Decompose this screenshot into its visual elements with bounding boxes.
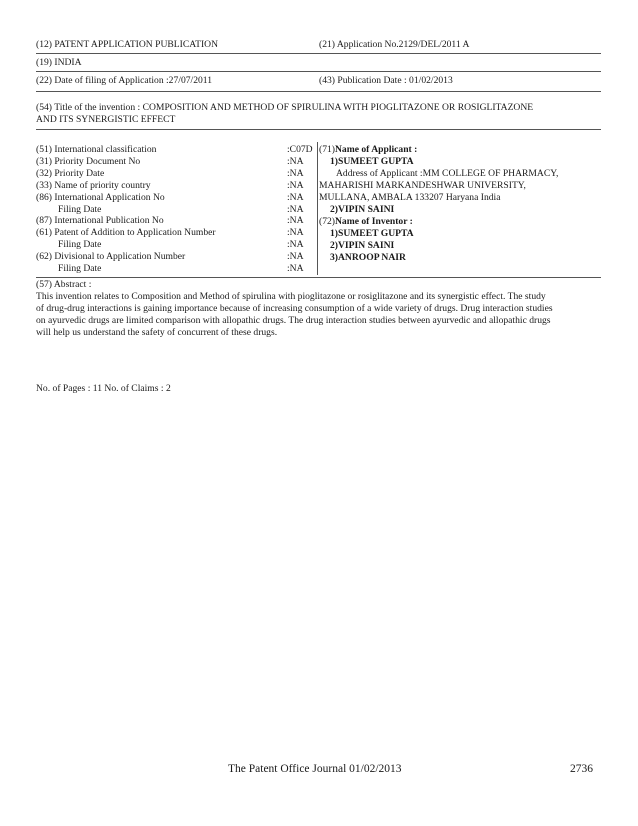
- applicant-name-2: 2)VIPIN SAINI: [330, 204, 395, 215]
- abstract-line: of drug-drug interactions is gaining importance because of increasing consumption of a wide variety of drugs. Drug interaction studies: [36, 303, 553, 314]
- field-label: (61) Patent of Addition to Application Number: [36, 227, 216, 239]
- divider: [36, 71, 601, 72]
- field-value: :NA: [287, 155, 304, 167]
- field-label: (32) Priority Date: [36, 167, 105, 179]
- inventor-name: 1)SUMEET GUPTA: [330, 228, 414, 239]
- field-value: :NA: [287, 167, 304, 179]
- divider: [36, 53, 601, 54]
- applicant-name-1: 1)SUMEET GUPTA: [330, 156, 414, 167]
- application-number: (21) Application No.2129/DEL/2011 A: [319, 39, 470, 50]
- field-label: (51) International classification: [36, 144, 157, 155]
- column-divider: [317, 142, 318, 275]
- applicant-heading: (71)Name of Applicant :: [319, 144, 418, 155]
- abstract-line: on ayurvedic drugs are limited comparison with allopathic drugs. The drug interaction studies between ayurvedic and allopathic drugs: [36, 315, 551, 326]
- inventor-name: 2)VIPIN SAINI: [330, 240, 395, 251]
- field-label: (87) International Publication No: [36, 215, 164, 227]
- field-label: Filing Date: [58, 239, 102, 251]
- publication-type: (12) PATENT APPLICATION PUBLICATION: [36, 39, 219, 50]
- field-value: :NA: [287, 191, 304, 203]
- abstract-line: This invention relates to Composition and Method of spirulina with pioglitazone or rosiglitazone and its synergistic effect. The study: [36, 291, 546, 302]
- field-value: :NA: [287, 239, 304, 251]
- inventor-heading: (72)Name of Inventor :: [319, 216, 413, 227]
- applicant-address-2: MAHARISHI MARKANDESHWAR UNIVERSITY,: [319, 180, 526, 191]
- page-number: 2736: [570, 763, 593, 775]
- field-value: :NA: [287, 203, 304, 215]
- abstract-line: will help us understand the safety of concurrent of these drugs.: [36, 327, 278, 338]
- field-value: :NA: [287, 263, 304, 274]
- field-value: :NA: [287, 179, 304, 191]
- divider: [36, 129, 601, 130]
- field-value: :NA: [287, 215, 304, 227]
- applicant-address-1: Address of Applicant :MM COLLEGE OF PHARMACY,: [336, 168, 559, 179]
- field-label: (62) Divisional to Application Number: [36, 251, 186, 263]
- invention-title-line2: AND ITS SYNERGISTIC EFFECT: [36, 114, 176, 125]
- inventor-name: 3)ANROOP NAIR: [330, 252, 406, 263]
- journal-footer: The Patent Office Journal 01/02/2013: [228, 763, 402, 775]
- field-value: :NA: [287, 227, 304, 239]
- field-label: (31) Priority Document No: [36, 155, 141, 167]
- field-value: :C07D: [287, 144, 313, 155]
- applicant-address-3: MULLANA, AMBALA 133207 Haryana India: [319, 192, 501, 203]
- divider: [36, 277, 601, 278]
- abstract-heading: (57) Abstract :: [36, 279, 92, 290]
- field-label: Filing Date: [58, 263, 102, 274]
- publication-date: (43) Publication Date : 01/02/2013: [319, 75, 453, 86]
- field-label: (86) International Application No: [36, 191, 165, 203]
- filing-date: (22) Date of filing of Application :27/07/2011: [36, 75, 213, 86]
- field-value: :NA: [287, 251, 304, 263]
- invention-title-line1: (54) Title of the invention : COMPOSITION AND METHOD OF SPIRULINA WITH PIOGLITAZONE OR ROSIGLITAZONE: [36, 102, 534, 113]
- country: (19) INDIA: [36, 57, 82, 68]
- pages-and-claims: No. of Pages : 11 No. of Claims : 2: [36, 383, 171, 394]
- field-label: (33) Name of priority country: [36, 179, 151, 191]
- field-label: Filing Date: [58, 203, 102, 215]
- divider: [36, 91, 601, 92]
